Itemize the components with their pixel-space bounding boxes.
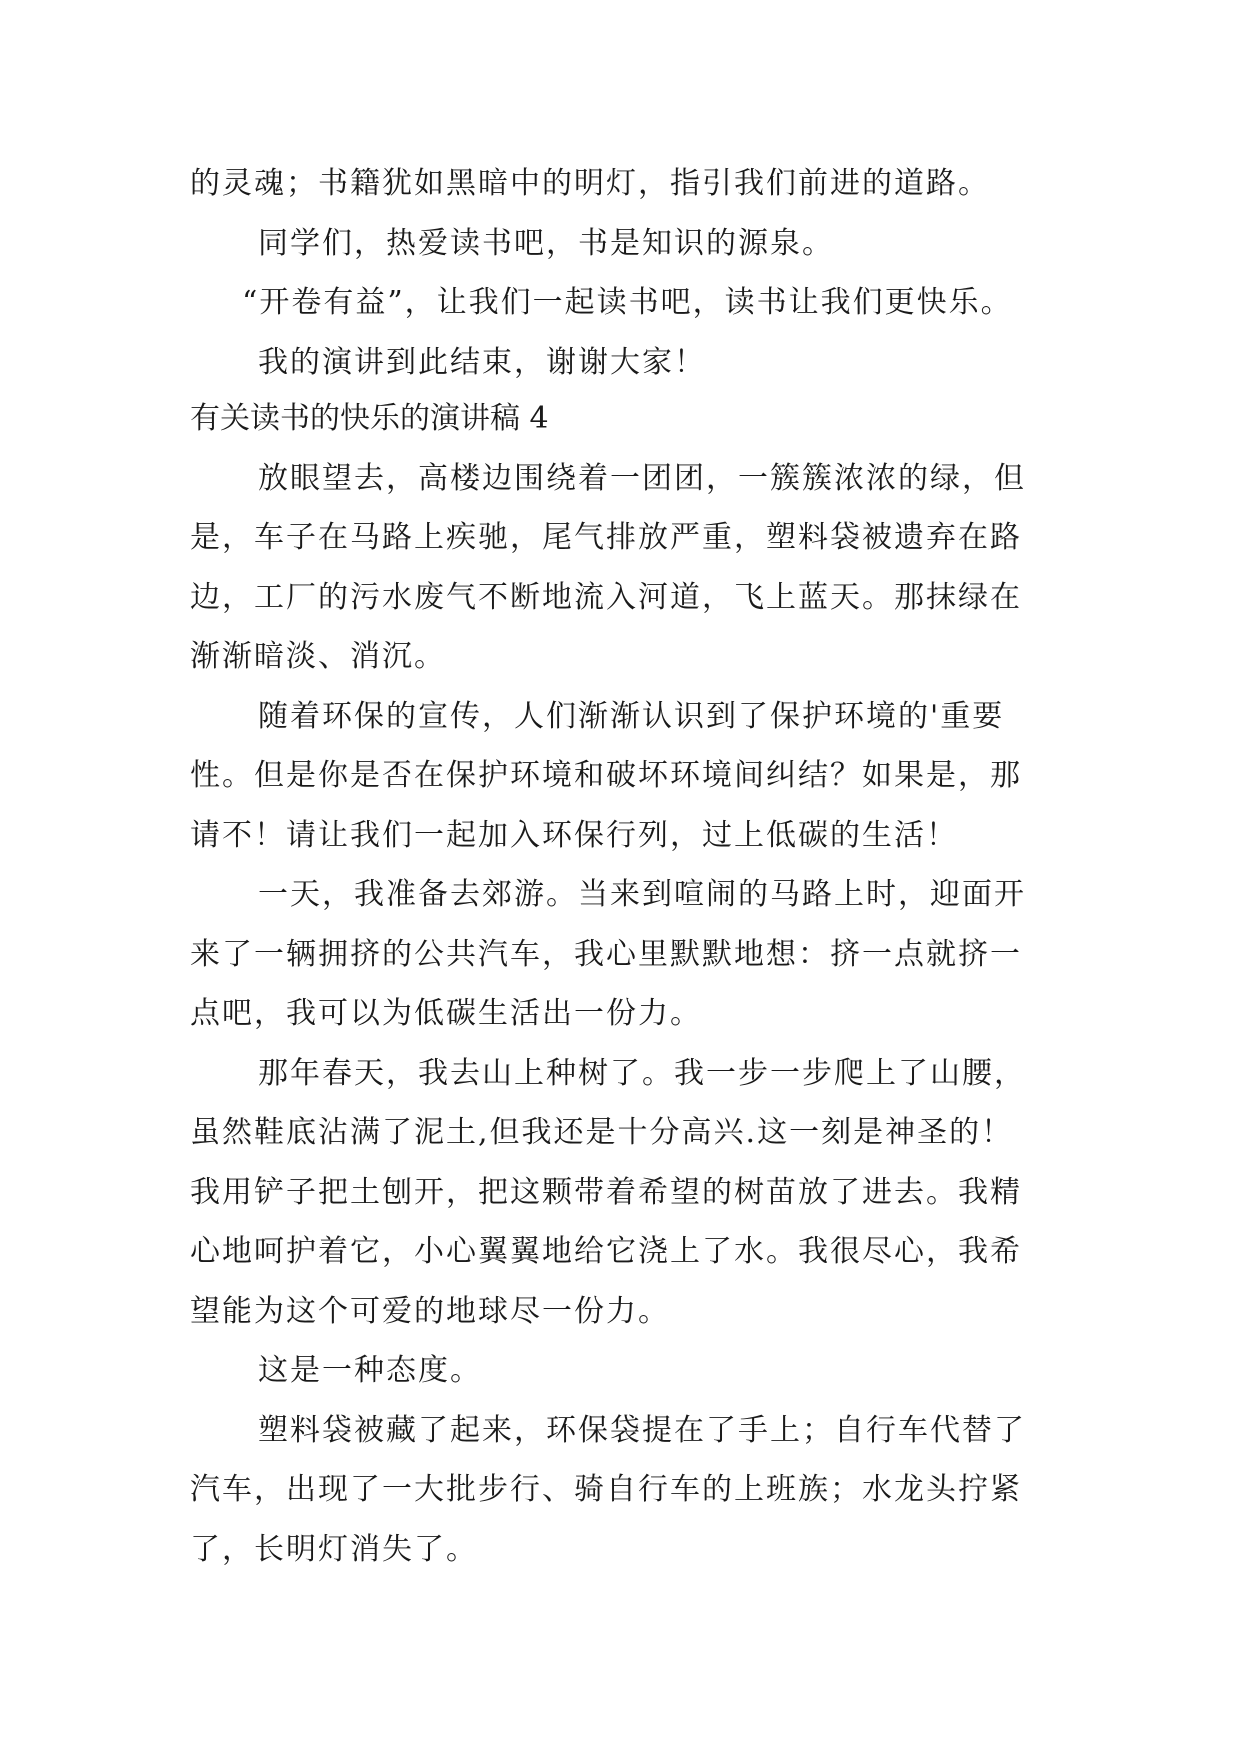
text-line: 边，工厂的污水废气不断地流入河道，飞上蓝天。那抹绿在 [190,580,1022,615]
text-line: 来了一辆拥挤的公共汽车，我心里默默地想：挤一点就挤一 [190,937,1022,972]
text-line: 点吧，我可以为低碳生活出一份力。 [190,996,702,1031]
text-line: 塑料袋被藏了起来，环保袋提在了手上；自行车代替了 [258,1413,1026,1448]
text-line: 的灵魂；书籍犹如黑暗中的明灯，指引我们前进的道路。 [190,166,990,201]
text-line: 我的演讲到此结束，谢谢大家！ [258,345,706,380]
text-line: 随着环保的宣传，人们渐渐认识到了保护环境的'重要 [258,699,1005,734]
text-line: 心地呵护着它，小心翼翼地给它浇上了水。我很尽心，我希 [190,1234,1022,1269]
text-line: 请不！请让我们一起加入环保行列，过上低碳的生活！ [190,818,958,853]
text-line: 望能为这个可爱的地球尽一份力。 [190,1294,670,1329]
text-line: 一天，我准备去郊游。当来到喧闹的马路上时，迎面开 [258,877,1026,912]
text-line: 那年春天，我去山上种树了。我一步一步爬上了山腰， [258,1056,1026,1091]
section-heading: 有关读书的快乐的演讲稿 4 [190,401,549,436]
text-line: 是，车子在马路上疾驰，尾气排放严重，塑料袋被遗弃在路 [190,520,1022,555]
text-line: 这是一种态度。 [258,1353,482,1388]
text-line: 放眼望去，高楼边围绕着一团团，一簇簇浓浓的绿，但 [258,461,1026,496]
text-line: 汽车，出现了一大批步行、骑自行车的上班族；水龙头拧紧 [190,1472,1022,1507]
text-line: 性。但是你是否在保护环境和破坏环境间纠结？如果是，那 [190,758,1022,793]
text-line: 虽然鞋底沾满了泥土,但我还是十分高兴.这一刻是神圣的！ [190,1115,1014,1150]
text-line: 了，长明灯消失了。 [190,1532,478,1567]
text-line: 同学们，热爱读书吧，书是知识的源泉。 [258,226,834,261]
text-line: “开卷有益”，让我们一起读书吧，读书让我们更快乐。 [242,285,1013,320]
text-line: 渐渐暗淡、消沉。 [190,639,446,674]
text-line: 我用铲子把土刨开，把这颗带着希望的树苗放了进去。我精 [190,1175,1022,1210]
